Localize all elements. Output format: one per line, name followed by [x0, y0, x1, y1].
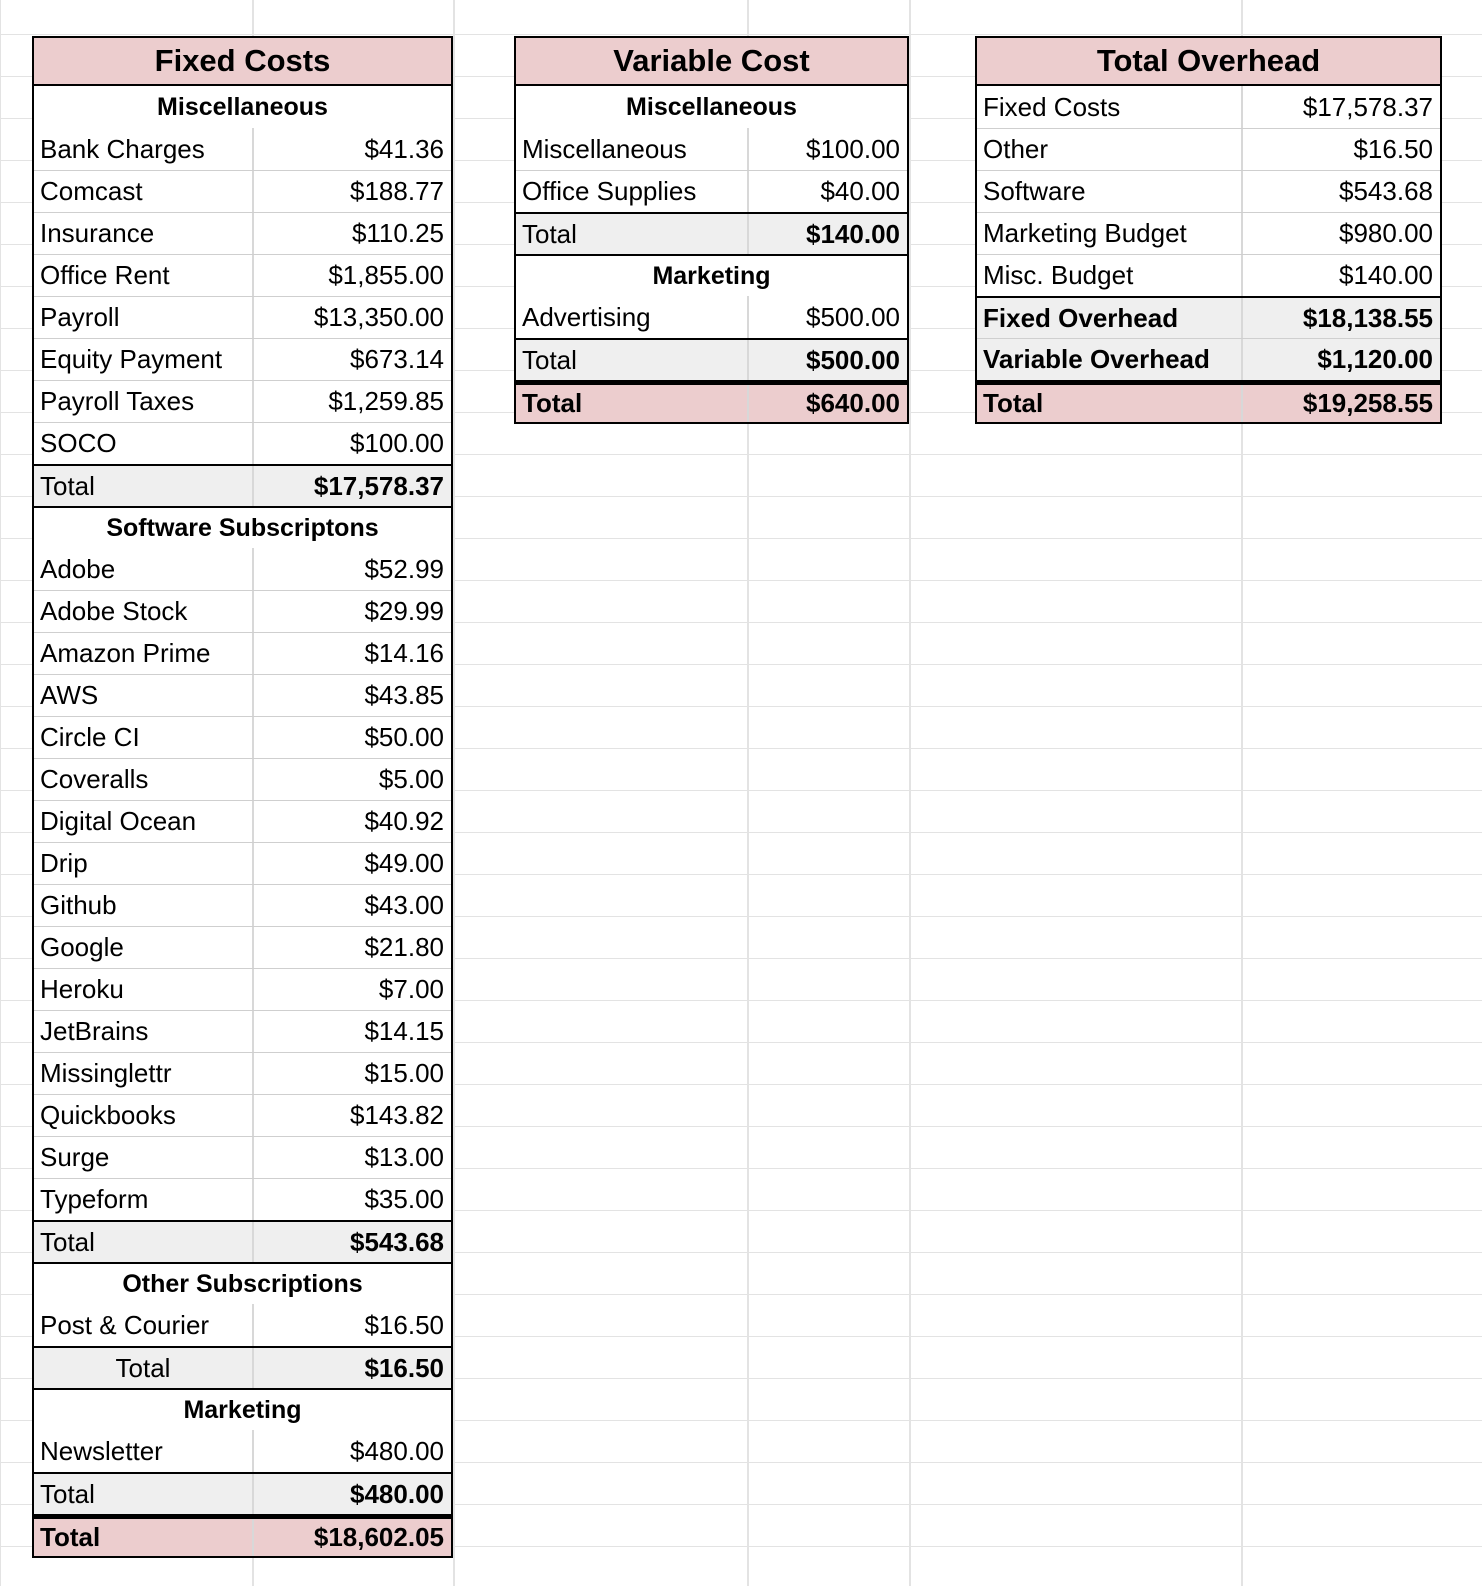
cell[interactable]: Marketing Budget	[977, 213, 1243, 254]
cell[interactable]: Bank Charges	[34, 128, 254, 170]
gridline	[453, 0, 455, 1586]
cell[interactable]: Office Supplies	[516, 171, 749, 212]
table-row[interactable]	[977, 128, 1440, 170]
cell[interactable]: Adobe	[34, 548, 254, 590]
subtotal-row[interactable]	[516, 338, 907, 380]
fixed-costs-table	[32, 36, 453, 1558]
table-row[interactable]	[34, 1094, 451, 1136]
table-row[interactable]	[34, 1178, 451, 1220]
subtotal-row[interactable]	[34, 1220, 451, 1262]
table-row[interactable]	[516, 296, 907, 338]
cell[interactable]: $29.99	[364, 596, 444, 626]
cell[interactable]: $17,578.37	[1302, 91, 1433, 122]
cell[interactable]: $14.15	[364, 1016, 444, 1046]
table-row[interactable]	[34, 590, 451, 632]
cell[interactable]: $980.00	[1339, 218, 1433, 248]
cell[interactable]: Total	[977, 385, 1243, 422]
cell[interactable]: $500.00	[806, 344, 900, 375]
subtotal-row[interactable]	[516, 212, 907, 254]
table-row[interactable]	[34, 128, 451, 170]
cell[interactable]: $16.50	[364, 1309, 444, 1340]
total-overhead-table	[975, 36, 1442, 424]
cell[interactable]: $1,259.85	[328, 386, 444, 416]
section-header[interactable]: Miscellaneous	[626, 92, 797, 121]
cell[interactable]: Other	[977, 129, 1243, 170]
cell[interactable]: Amazon Prime	[34, 633, 254, 674]
section-header[interactable]: Other Subscriptions	[34, 1262, 451, 1304]
cell[interactable]: Quickbooks	[34, 1095, 254, 1136]
fixed-overhead-row[interactable]	[977, 296, 1440, 338]
table-row[interactable]	[977, 254, 1440, 296]
subtotal-row[interactable]	[34, 1346, 451, 1388]
cell[interactable]: $1,855.00	[328, 260, 444, 290]
cell[interactable]: $140.00	[1339, 260, 1433, 290]
cell[interactable]: $143.82	[350, 1100, 444, 1130]
cell[interactable]: $41.36	[364, 133, 444, 164]
cell[interactable]: $40.92	[364, 806, 444, 836]
cell[interactable]: $7.00	[378, 974, 444, 1004]
cell[interactable]: $14.16	[364, 638, 444, 668]
cell[interactable]: Comcast	[34, 171, 254, 212]
cell[interactable]: $543.68	[1339, 176, 1433, 206]
cell[interactable]: Post & Courier	[34, 1304, 254, 1346]
table-row[interactable]	[34, 1010, 451, 1052]
cell[interactable]: $640.00	[806, 388, 900, 418]
cell[interactable]: Newsletter	[34, 1430, 254, 1472]
section-header[interactable]: Software Subscriptons	[34, 506, 451, 548]
cell[interactable]: Total	[34, 1519, 254, 1556]
table-row[interactable]	[977, 86, 1440, 128]
cell[interactable]: $16.50	[1353, 134, 1433, 164]
table-row[interactable]	[516, 128, 907, 170]
cell[interactable]: Insurance	[34, 213, 254, 254]
table-row[interactable]	[34, 758, 451, 800]
table-title[interactable]: Variable Cost	[516, 38, 907, 86]
cell[interactable]: Office Rent	[34, 255, 254, 296]
section-header[interactable]: Marketing	[34, 1388, 451, 1430]
table-row[interactable]	[34, 926, 451, 968]
table-row[interactable]	[516, 170, 907, 212]
cell[interactable]: SOCO	[34, 423, 254, 464]
cell[interactable]: Total	[516, 214, 749, 254]
cell[interactable]: JetBrains	[34, 1011, 254, 1052]
cell[interactable]: Fixed Overhead	[977, 298, 1243, 338]
table-row[interactable]	[34, 212, 451, 254]
table-row[interactable]	[34, 842, 451, 884]
cell[interactable]: Typeform	[34, 1179, 254, 1220]
cell[interactable]: $18,602.05	[313, 1522, 444, 1552]
cell[interactable]: $18,138.55	[1302, 302, 1433, 333]
subtotal-row[interactable]	[34, 1472, 451, 1514]
cell[interactable]: $43.00	[364, 890, 444, 920]
cell[interactable]: $480.00	[350, 1478, 444, 1509]
cell[interactable]: $50.00	[364, 722, 444, 752]
cell[interactable]: $100.00	[350, 428, 444, 458]
grand-total-row[interactable]	[977, 380, 1440, 422]
variable-overhead-row[interactable]	[977, 338, 1440, 380]
cell[interactable]: Missinglettr	[34, 1053, 254, 1094]
cell[interactable]: Payroll Taxes	[34, 381, 254, 422]
table-row[interactable]	[34, 716, 451, 758]
cell[interactable]: Adobe Stock	[34, 591, 254, 632]
subtotal-row[interactable]	[34, 464, 451, 506]
cell[interactable]: $15.00	[364, 1058, 444, 1088]
table-row[interactable]	[34, 170, 451, 212]
table-row[interactable]	[34, 674, 451, 716]
cell[interactable]: $500.00	[806, 301, 900, 332]
table-row[interactable]	[34, 884, 451, 926]
cell[interactable]: Total	[34, 1474, 254, 1514]
cell[interactable]: Fixed Costs	[977, 86, 1243, 128]
cell[interactable]: $43.85	[364, 680, 444, 710]
cell[interactable]: $110.25	[351, 218, 444, 248]
cell[interactable]: $16.50	[364, 1352, 444, 1383]
cell[interactable]: Total	[34, 1222, 254, 1262]
cell[interactable]: $5.00	[378, 764, 444, 794]
cell[interactable]: $35.00	[364, 1184, 444, 1214]
section-header[interactable]: Marketing	[516, 254, 907, 296]
cell[interactable]: $21.80	[364, 932, 444, 962]
cell[interactable]: $480.00	[350, 1435, 444, 1466]
section-header[interactable]: Miscellaneous	[157, 92, 328, 121]
cell[interactable]: Total	[34, 466, 254, 506]
variable-cost-table	[514, 36, 909, 424]
cell[interactable]: Google	[34, 927, 254, 968]
grand-total-row[interactable]	[516, 380, 907, 422]
cell[interactable]: Github	[34, 885, 254, 926]
cell[interactable]: Total	[516, 340, 749, 380]
table-row[interactable]	[977, 212, 1440, 254]
cell[interactable]: Software	[977, 171, 1243, 212]
cell[interactable]: $100.00	[806, 133, 900, 164]
table-row[interactable]	[34, 422, 451, 464]
cell[interactable]: Misc. Budget	[977, 255, 1243, 296]
cell[interactable]: Digital Ocean	[34, 801, 254, 842]
cell[interactable]: $19,258.55	[1302, 388, 1433, 418]
table-row[interactable]	[34, 254, 451, 296]
cell[interactable]: Circle CI	[34, 717, 254, 758]
cell[interactable]: Equity Payment	[34, 339, 254, 380]
cell[interactable]: Drip	[34, 843, 254, 884]
table-row[interactable]	[34, 296, 451, 338]
cell[interactable]: Total	[34, 1348, 254, 1388]
table-row[interactable]	[977, 170, 1440, 212]
cell[interactable]: Advertising	[516, 296, 749, 338]
cell[interactable]: $17,578.37	[313, 470, 444, 501]
cell[interactable]: Payroll	[34, 297, 254, 338]
cell[interactable]: $52.99	[364, 553, 444, 584]
cell[interactable]: $188.77	[350, 176, 444, 206]
table-row[interactable]	[34, 1136, 451, 1178]
cell[interactable]: AWS	[34, 675, 254, 716]
grand-total-row[interactable]	[34, 1514, 451, 1556]
cell[interactable]: $49.00	[364, 848, 444, 878]
gridline	[909, 0, 911, 1586]
cell[interactable]: $40.00	[820, 176, 900, 206]
table-row[interactable]	[34, 632, 451, 674]
table-title[interactable]: Fixed Costs	[34, 38, 451, 86]
cell[interactable]: Heroku	[34, 969, 254, 1010]
cell[interactable]: Surge	[34, 1137, 254, 1178]
cell[interactable]: Total	[516, 385, 749, 422]
table-title[interactable]: Total Overhead	[977, 38, 1440, 86]
cell[interactable]: Miscellaneous	[516, 128, 749, 170]
table-row[interactable]	[34, 1430, 451, 1472]
table-row[interactable]	[34, 800, 451, 842]
table-row[interactable]	[34, 968, 451, 1010]
table-row[interactable]	[34, 380, 451, 422]
cell[interactable]: $1,120.00	[1317, 344, 1433, 374]
cell[interactable]: $543.68	[350, 1226, 444, 1257]
table-row[interactable]	[34, 338, 451, 380]
cell[interactable]: $13,350.00	[313, 302, 444, 332]
cell[interactable]: $13.00	[364, 1142, 444, 1172]
table-row[interactable]	[34, 1052, 451, 1094]
table-row[interactable]	[34, 1304, 451, 1346]
cell[interactable]: Variable Overhead	[977, 339, 1243, 380]
cell[interactable]: $140.00	[806, 218, 900, 249]
table-row[interactable]	[34, 548, 451, 590]
cell[interactable]: $673.14	[350, 344, 444, 374]
cell[interactable]: Coveralls	[34, 759, 254, 800]
